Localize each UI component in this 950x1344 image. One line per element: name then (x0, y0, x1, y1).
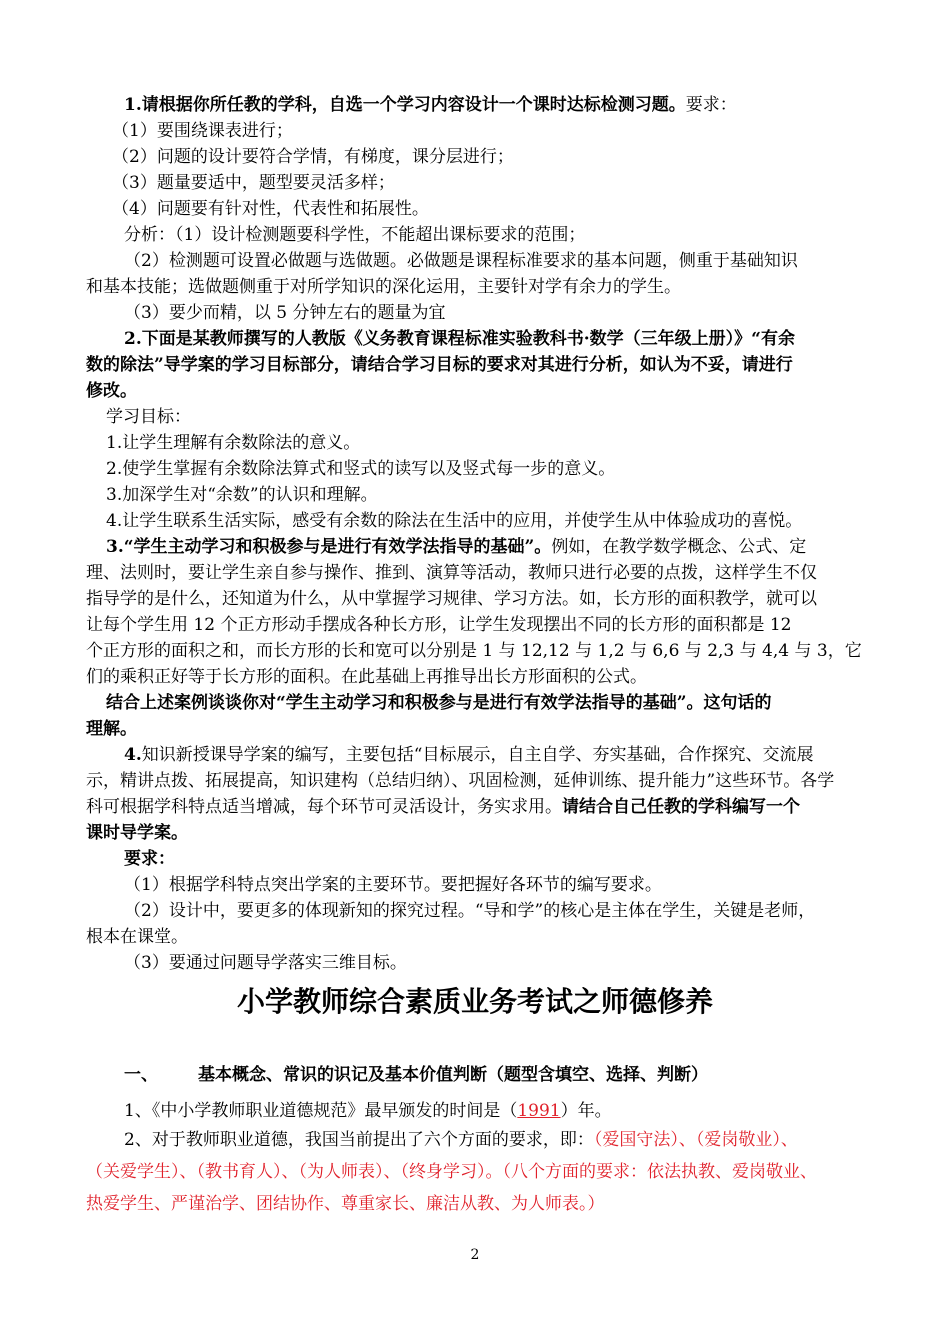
section-title: 小学教师综合素质业务考试之师德修养 (236, 985, 713, 1018)
part-number: 一、 (124, 1065, 158, 1085)
q3-question: 理解。 (86, 719, 137, 739)
item-1-text: 1、《中小学教师职业道德规范》最早颁发的时间是（ (124, 1101, 518, 1121)
item-2-first-line (124, 1124, 924, 1156)
q1-requirement-label: 要求： (685, 95, 737, 115)
q3-body: 个正方形的面积之和，而长方形的长和宽可以分别是 1 与 12,12 与 1,2 与 6,6 与 2,3 与 4,4 与 3，它 (86, 641, 862, 661)
q4-requirement: （3）要通过问题导学落实三维目标。 (124, 953, 407, 973)
q4-body-plain: 科可根据学科特点适当增减，每个环节可灵活设计，务实求用。 (86, 797, 562, 817)
q4-first-line (124, 742, 924, 768)
q4-task: 请结合自己任教的学科编写一个 (562, 797, 800, 817)
q1-item: （4）问题要有针对性，代表性和拓展性。 (112, 199, 429, 219)
q1-item: （3）题量要适中，题型要灵活多样； (112, 173, 395, 193)
q4-task-end: 课时导学案。 (86, 823, 188, 843)
q3-heading: 3.“学生主动学习和积极参与是进行有效学法指导的基础”。 (106, 537, 552, 557)
q1-item: （1）要围绕课表进行； (112, 121, 293, 141)
q1-heading-line (124, 92, 924, 118)
page-number: 2 (470, 1247, 480, 1263)
q4-body: 示，精讲点拨、拓展提高，知识建构（总结归纳）、巩固检测，延伸训练、提升能力”这些环节。各学 (86, 771, 835, 791)
q4-requirement: 根本在课堂。 (86, 927, 188, 947)
part-heading (124, 1062, 924, 1088)
q3-question: 结合上述案例谈谈你对“学生主动学习和积极参与是进行有效学法指导的基础”。这句话的 (106, 693, 772, 713)
q1-analysis: （3）要少而精，以 5 分钟左右的题量为宜 (124, 303, 446, 323)
item-1-end: ）年。 (560, 1101, 612, 1121)
q1-analysis: 和基本技能；选做题侧重于对所学知识的深化运用，主要针对学有余力的学生。 (86, 277, 681, 297)
q3-body-start: 例如，在教学数学概念、公式、定 (551, 537, 807, 557)
q2-goals-title: 学习目标： (106, 407, 191, 427)
q1-analysis: （2）检测题可设置必做题与选做题。必做题是课程标准要求的基本问题，侧重于基础知识 (124, 251, 798, 271)
item-2-text: 2、对于教师职业道德，我国当前提出了六个方面的要求，即： (124, 1130, 594, 1150)
item-2-answers: （爱国守法）、（爱岗敬业）、 (593, 1130, 798, 1150)
q3-body: 指导学的是什么，还知道为什么，从中掌握学习规律、学习方法。如，长方形的面积教学，就可以 (86, 589, 817, 609)
item-2-answers-line: 热爱学生、严谨治学、团结协作、尊重家长、廉洁从教、为人师表。） (86, 1194, 605, 1214)
q1-item: （2）问题的设计要符合学情，有梯度，课分层进行； (112, 147, 514, 167)
q4-body-line (86, 794, 886, 820)
q2-goal: 3.加深学生对“余数”的认识和理解。 (106, 485, 378, 505)
q2-goal: 4.让学生联系生活实际，感受有余数的除法在生活中的应用，并使学生从中体验成功的喜悦。 (106, 511, 803, 531)
q2-heading: 修改。 (86, 381, 137, 401)
q4-body-start: 知识新授课导学案的编写，主要包括“目标展示，自主自学、夯实基础，合作探究、交流展 (141, 745, 814, 765)
q2-heading: 2.下面是某教师撰写的人教版《义务教育课程标准实验教科书·数学（三年级上册）》“有余 (124, 329, 795, 349)
q1-heading: 1.请根据你所任教的学科，自选一个学习内容设计一个课时达标检测习题。 (124, 95, 686, 115)
part-title: 基本概念、常识的识记及基本价值判断（题型含填空、选择、判断） (198, 1065, 708, 1085)
q3-body: 理、法则时，要让学生亲自参与操作、推到、演算等活动，教师只进行必要的点拨，这样学生不仅 (86, 563, 817, 583)
q1-analysis: 分析：（1）设计检测题要科学性，不能超出课标要求的范围； (124, 225, 586, 245)
q4-number: 4. (124, 745, 142, 765)
q4-requirement-title: 要求： (124, 849, 175, 869)
item-1-answer: 1991 (517, 1101, 561, 1121)
q4-requirement: （2）设计中，要更多的体现新知的探究过程。“导和学”的核心是主体在学生，关键是老师， (124, 901, 816, 921)
item-2-answers-line: （关爱学生）、（教书育人）、（为人师表）、（终身学习）。（八个方面的要求：依法执教、爱岗敬业、 (86, 1162, 817, 1182)
item-1 (124, 1096, 924, 1126)
q2-heading: 数的除法”导学案的学习目标部分，请结合学习目标的要求对其进行分析，如认为不妥，请进行 (86, 355, 793, 375)
q3-body: 让每个学生用 12 个正方形动手摆成各种长方形，让学生发现摆出不同的长方形的面积都是 12 (86, 615, 792, 635)
q4-requirement: （1）根据学科特点突出学案的主要环节。要把握好各环节的编写要求。 (124, 875, 662, 895)
q2-goal: 1.让学生理解有余数除法的意义。 (106, 433, 361, 453)
q3-body: 们的乘积正好等于长方形的面积。在此基础上再推导出长方形面积的公式。 (86, 667, 647, 687)
q3-first-line (106, 534, 906, 560)
q2-goal: 2.使学生掌握有余数除法算式和竖式的读写以及竖式每一步的意义。 (106, 459, 616, 479)
